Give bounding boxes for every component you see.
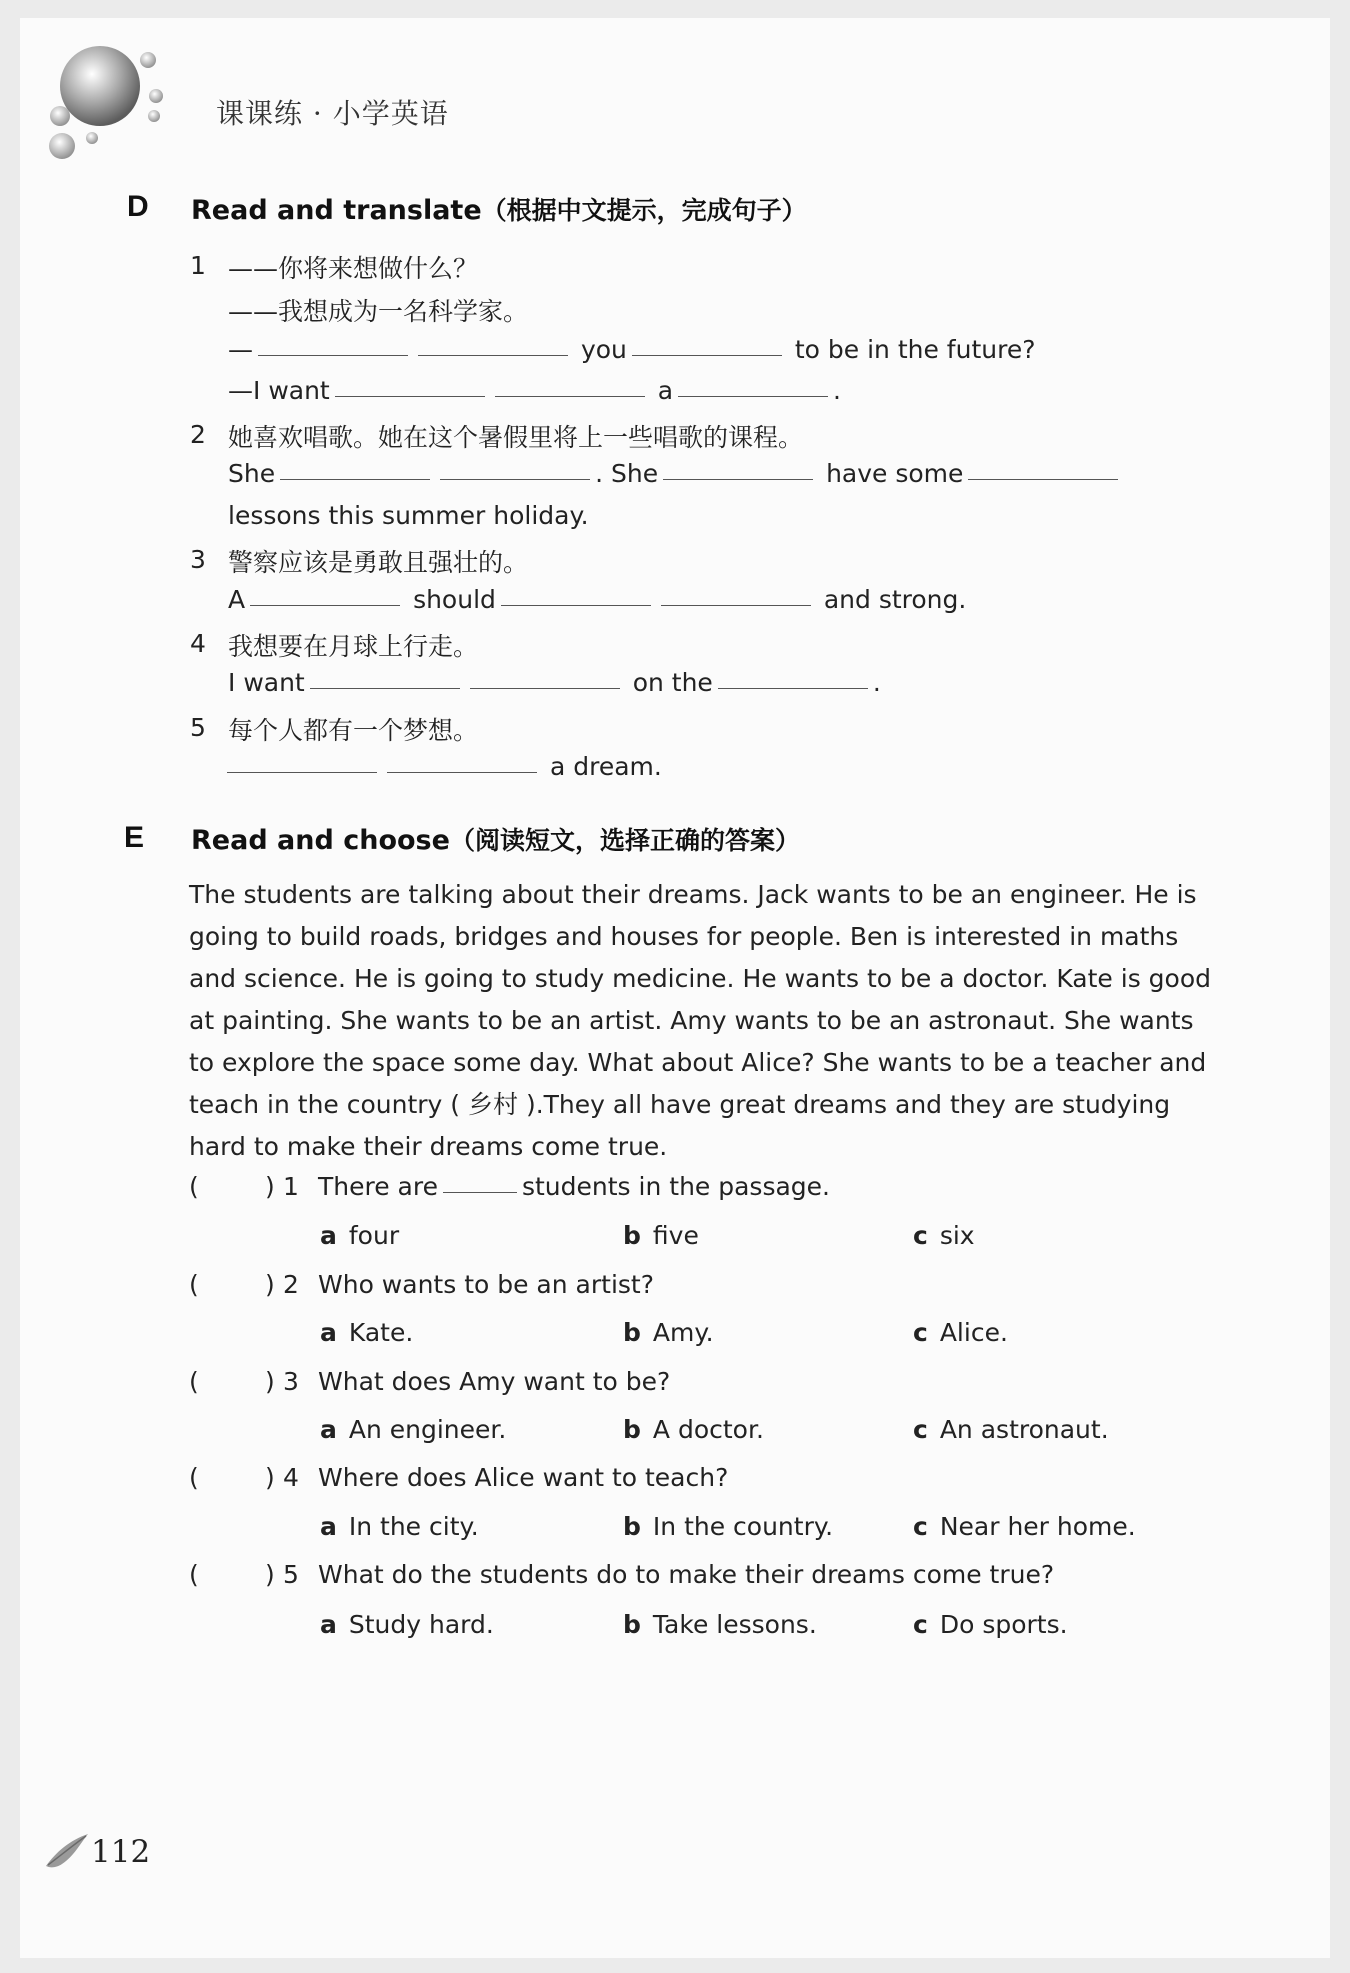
answer-blank[interactable] [440, 477, 590, 480]
answer-blank[interactable] [718, 686, 868, 689]
answer-blank[interactable] [663, 477, 813, 480]
answer-blank[interactable] [280, 477, 430, 480]
option-a[interactable]: a An engineer. [320, 1415, 507, 1444]
answer-paren-open: ( [189, 1367, 199, 1396]
chinese-prompt: 我想要在月球上行走。 [228, 632, 479, 661]
answer-line: A should and strong. [228, 585, 967, 614]
question-number: 5 [283, 1560, 299, 1589]
passage-line: and science. He is going to study medicine. He wants to be a doctor. Kate is good [189, 964, 1211, 993]
section-e-title [191, 821, 800, 857]
reading-passage [189, 874, 1211, 1168]
option-c[interactable]: c Alice. [913, 1318, 1008, 1347]
item-number: 3 [190, 545, 206, 574]
chinese-prompt: ——你将来想做什么？ [228, 254, 479, 283]
answer-paren-close: ) [265, 1560, 275, 1589]
question-number: 3 [283, 1367, 299, 1396]
section-d-title [191, 191, 807, 227]
page-number: 112 [91, 1834, 151, 1870]
section-d-letter: D [127, 190, 149, 223]
answer-blank[interactable] [258, 353, 408, 356]
answer-line: I want on the . [228, 668, 881, 697]
passage-line: teach in the country ( 乡村 ).They all have great dreams and they are studying [189, 1090, 1171, 1119]
option-b[interactable]: b five [623, 1221, 699, 1250]
answer-paren-close: ) [265, 1172, 275, 1201]
answer-blank[interactable] [968, 477, 1118, 480]
answer-paren-open: ( [189, 1270, 199, 1299]
option-b[interactable]: b Amy. [623, 1318, 714, 1347]
answer-blank[interactable] [678, 394, 828, 397]
option-a[interactable]: a Kate. [320, 1318, 414, 1347]
question-text: What do the students do to make their dreams come true? [318, 1560, 1055, 1589]
passage-line: at painting. She wants to be an artist. Amy wants to be an astronaut. She wants [189, 1006, 1194, 1035]
option-c[interactable]: c Do sports. [913, 1610, 1068, 1639]
section-e-letter: E [124, 821, 145, 854]
item-number: 4 [190, 629, 206, 658]
answer-blank[interactable] [443, 1190, 517, 1193]
passage-line: hard to make their dreams come true. [189, 1132, 668, 1161]
question-text: There are students in the passage. [318, 1172, 830, 1201]
answer-line: — you to be in the future? [228, 335, 1036, 364]
answer-blank[interactable] [250, 603, 400, 606]
section-d-title-en: Read and translate [191, 195, 482, 226]
question-text: What does Amy want to be? [318, 1367, 671, 1396]
passage-line: to explore the space some day. What about Alice? She wants to be a teacher and [189, 1048, 1207, 1077]
option-b[interactable]: b Take lessons. [623, 1610, 817, 1639]
option-a[interactable]: a Study hard. [320, 1610, 494, 1639]
answer-blank[interactable] [501, 603, 651, 606]
answer-line: —I want a . [228, 376, 841, 405]
answer-line: lessons this summer holiday. [228, 501, 589, 530]
chinese-prompt: 她喜欢唱歌。她在这个暑假里将上一些唱歌的课程。 [228, 423, 804, 452]
answer-blank[interactable] [495, 394, 645, 397]
answer-blank[interactable] [632, 353, 782, 356]
question-number: 4 [283, 1463, 299, 1492]
option-c[interactable]: c six [913, 1221, 975, 1250]
answer-blank[interactable] [661, 603, 811, 606]
question-text: Where does Alice want to teach? [318, 1463, 729, 1492]
chinese-prompt: 警察应该是勇敢且强壮的。 [228, 548, 529, 577]
question-number: 1 [283, 1172, 299, 1201]
item-number: 1 [190, 251, 206, 280]
option-c[interactable]: c Near her home. [913, 1512, 1136, 1541]
answer-paren-open: ( [189, 1560, 199, 1589]
chinese-prompt: 每个人都有一个梦想。 [228, 716, 479, 745]
answer-blank[interactable] [418, 353, 568, 356]
option-a[interactable]: a four [320, 1221, 400, 1250]
answer-blank[interactable] [387, 770, 537, 773]
item-number: 5 [190, 713, 206, 742]
question-number: 2 [283, 1270, 299, 1299]
answer-paren-open: ( [189, 1463, 199, 1492]
option-b[interactable]: b In the country. [623, 1512, 834, 1541]
answer-line: She . She have some [228, 459, 1123, 488]
passage-line: The students are talking about their dreams. Jack wants to be an engineer. He is [189, 880, 1197, 909]
answer-blank[interactable] [227, 770, 377, 773]
leaf-icon [44, 1830, 90, 1870]
option-b[interactable]: b A doctor. [623, 1415, 764, 1444]
chinese-prompt: ——我想成为一名科学家。 [228, 297, 529, 326]
section-e-title-cn: （阅读短文，选择正确的答案） [449, 826, 800, 855]
answer-line: a dream. [222, 752, 662, 781]
answer-blank[interactable] [335, 394, 485, 397]
answer-blank[interactable] [310, 686, 460, 689]
question-text: Who wants to be an artist? [318, 1270, 654, 1299]
option-a[interactable]: a In the city. [320, 1512, 479, 1541]
item-number: 2 [190, 420, 206, 449]
answer-blank[interactable] [470, 686, 620, 689]
answer-paren-close: ) [265, 1270, 275, 1299]
bubbles-icon [20, 18, 180, 168]
section-e-title-en: Read and choose [191, 825, 450, 856]
passage-line: going to build roads, bridges and houses for people. Ben is interested in maths [189, 922, 1179, 951]
answer-paren-close: ) [265, 1463, 275, 1492]
answer-paren-close: ) [265, 1367, 275, 1396]
section-d-title-cn: （根据中文提示，完成句子） [481, 196, 807, 225]
option-c[interactable]: c An astronaut. [913, 1415, 1109, 1444]
answer-paren-open: ( [189, 1172, 199, 1201]
book-title: 课课练 · 小学英语 [216, 97, 449, 130]
